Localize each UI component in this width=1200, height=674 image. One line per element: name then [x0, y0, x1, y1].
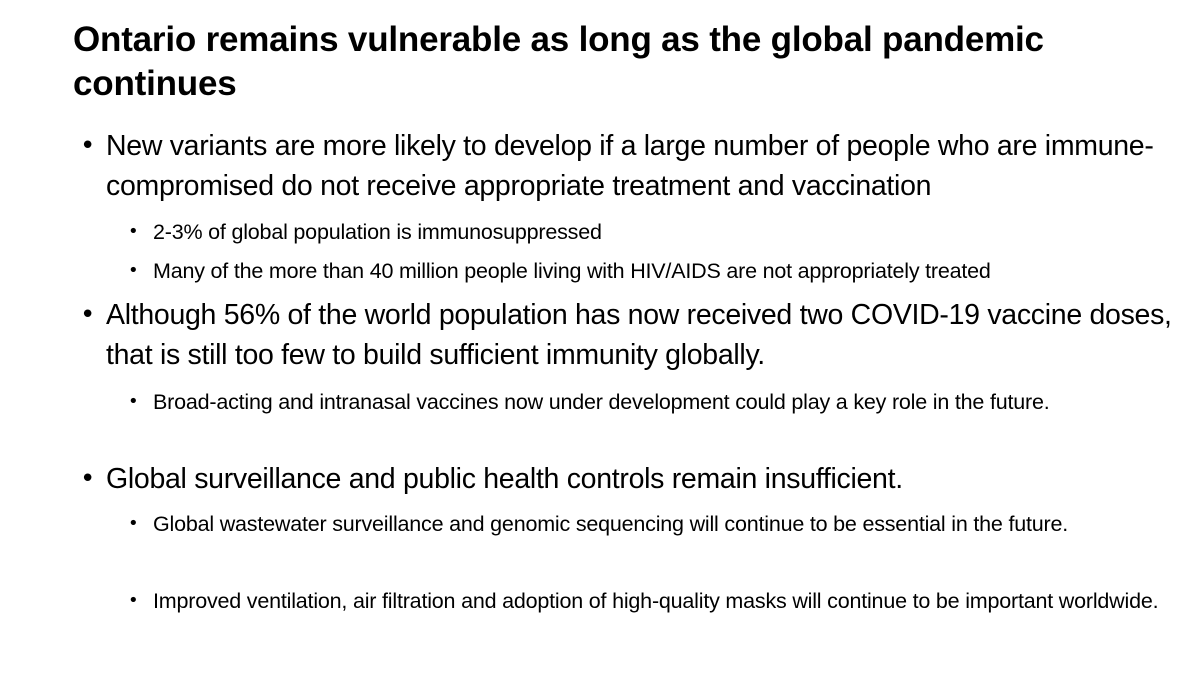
bullet-point-2: Although 56% of the world population has now received two COVID-19 vaccine doses, that is still too few to build sufficient immunity globally.	[106, 299, 1172, 371]
sub-bullet-marker: •	[128, 391, 139, 412]
sub-point-1-1: 2-3% of global population is immunosuppressed	[153, 220, 602, 244]
bullet-point-3: Global surveillance and public health controls remain insufficient.	[106, 463, 903, 495]
sub-point-2-1: Broad-acting and intranasal vaccines now under development could play a key role in the future.	[153, 390, 1050, 414]
sub-bullet-marker: •	[128, 590, 139, 611]
sub-bullet-marker: •	[128, 260, 139, 281]
bullet-marker: •	[80, 464, 96, 494]
sub-bullet-marker: •	[128, 513, 139, 534]
sub-point-3-2: Improved ventilation, air filtration and adoption of high-quality masks will continue to be important worldwide.	[153, 589, 1159, 613]
sub-bullet-marker: •	[128, 221, 139, 242]
sub-point-3-1: Global wastewater surveillance and genomic sequencing will continue to be essential in the future.	[153, 512, 1068, 536]
sub-point-1-2: Many of the more than 40 million people living with HIV/AIDS are not appropriately treated	[153, 259, 991, 283]
bullet-marker: •	[80, 131, 96, 161]
bullet-marker: •	[80, 300, 96, 330]
slide-title: Ontario remains vulnerable as long as the global pandemic continues	[73, 20, 1044, 103]
bullet-point-1: New variants are more likely to develop if a large number of people who are immune-compromised do not receive appropriate treatment and vaccination	[106, 130, 1154, 202]
